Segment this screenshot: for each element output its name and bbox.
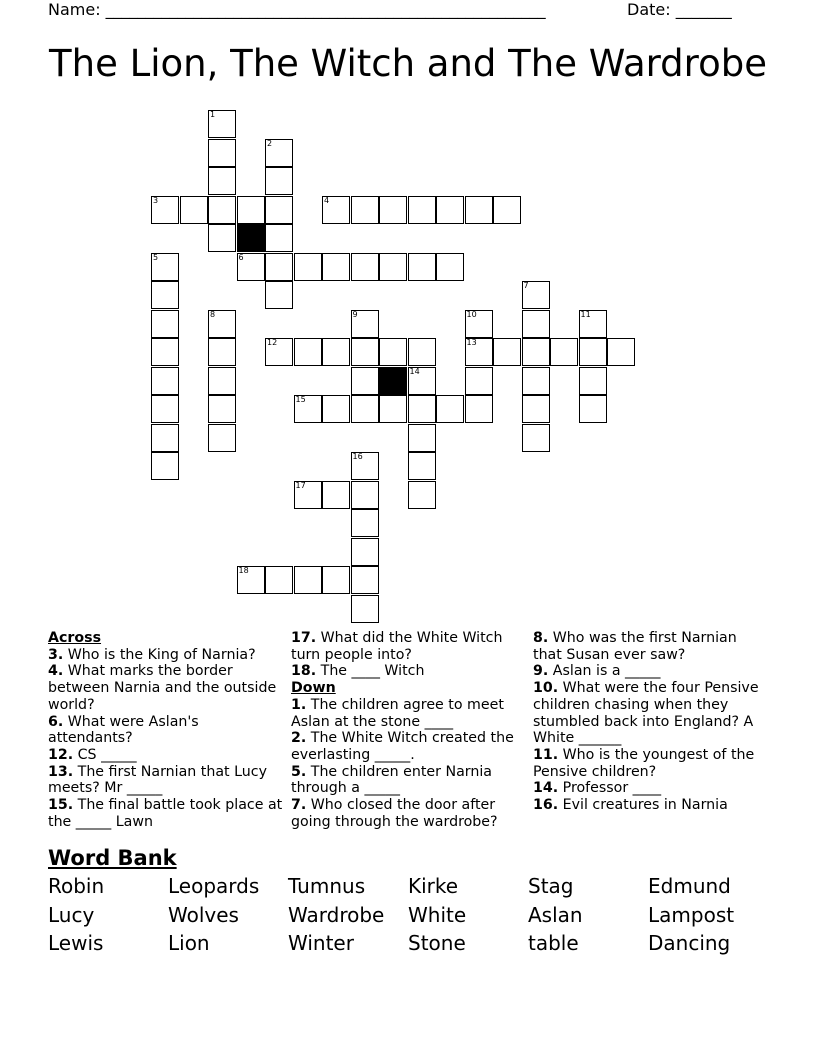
clue-num: 6. [48, 713, 64, 730]
grid-cell[interactable] [208, 338, 236, 366]
clue-number-label: 5 [153, 252, 159, 262]
grid-cell[interactable] [351, 338, 379, 366]
grid-cell[interactable] [493, 196, 521, 224]
word-bank-word: Tumnus [288, 874, 366, 898]
clue-num: 9. [533, 663, 549, 680]
clue-item [48, 747, 286, 764]
clues-column-1 [48, 630, 286, 830]
clue-text: The children enter Narnia through a _____ [291, 763, 492, 797]
grid-cell[interactable] [408, 424, 436, 452]
grid-cell[interactable] [322, 395, 350, 423]
grid-cell[interactable] [351, 253, 379, 281]
grid-cell[interactable] [208, 224, 236, 252]
clue-num: 8. [533, 630, 549, 646]
grid-cell[interactable] [322, 481, 350, 509]
clue-text: Who is the youngest of the Pensive children? [533, 746, 755, 780]
grid-cell[interactable] [294, 338, 322, 366]
word-bank-word: Stag [528, 874, 574, 898]
word-bank-word: Lucy [48, 903, 95, 927]
grid-cell[interactable] [522, 338, 550, 366]
grid-cell[interactable] [265, 253, 293, 281]
clue-number-label: 16 [352, 452, 363, 461]
clue-text: The final battle took place at the _____ Lawn [48, 797, 283, 830]
clue-number-label: 12 [267, 338, 278, 347]
clue-num: 11. [533, 746, 559, 763]
clue-item [48, 797, 286, 830]
grid-cell[interactable] [493, 338, 521, 366]
clue-text: What did the White Witch turn people into? [291, 630, 503, 663]
clue-number-label: 8 [210, 309, 216, 319]
clue-num: 13. [48, 763, 74, 780]
clue-num: 3. [48, 646, 64, 663]
grid-cell[interactable] [607, 338, 635, 366]
clue-text: Who closed the door after going through the wardrobe? [291, 797, 498, 830]
word-bank-word: Wolves [168, 903, 239, 927]
clue-num: 12. [48, 746, 74, 763]
grid-cell[interactable] [151, 424, 179, 452]
word-bank-word: Winter [288, 931, 354, 955]
grid-cell[interactable] [351, 566, 379, 594]
word-bank-word: Leopards [168, 874, 260, 898]
grid-cell[interactable] [379, 395, 407, 423]
grid-cell[interactable] [550, 338, 578, 366]
grid-cell[interactable] [465, 395, 493, 423]
clue-item [533, 630, 768, 663]
clue-text: What were the four Pensive children chasing when they stumbled back into England? A White ______ [533, 680, 759, 747]
clue-number-label: 11 [580, 309, 591, 319]
clue-item [48, 647, 286, 664]
grid-cell[interactable] [522, 367, 550, 395]
clues-heading: Down [291, 680, 336, 697]
word-bank-word: Dancing [648, 931, 731, 955]
clue-item [533, 747, 768, 780]
clue-num: 4. [48, 663, 64, 680]
grid-cell[interactable] [208, 424, 236, 452]
clue-text: CS _____ [73, 746, 137, 763]
clue-number-label: 17 [295, 480, 306, 490]
clue-number-label: 1 [210, 110, 216, 119]
black-cell [379, 367, 407, 395]
clue-num: 17. [291, 630, 317, 646]
clue-item [533, 780, 768, 797]
grid-cell[interactable] [294, 566, 322, 594]
clue-num: 15. [48, 797, 74, 814]
grid-cell[interactable] [180, 196, 208, 224]
clue-number-label: 6 [238, 252, 244, 262]
clue-item [48, 714, 286, 747]
grid-cell[interactable] [322, 566, 350, 594]
clue-text: Evil creatures in Narnia [558, 797, 728, 814]
clue-number-label: 13 [466, 338, 477, 347]
grid-cell[interactable] [351, 538, 379, 566]
grid-cell[interactable] [465, 196, 493, 224]
clue-item [291, 764, 519, 797]
grid-cell[interactable] [294, 253, 322, 281]
clues-column-2 [291, 630, 519, 830]
grid-cell[interactable] [265, 167, 293, 195]
word-bank-word: Robin [48, 874, 105, 898]
grid-cell[interactable] [436, 253, 464, 281]
grid-cell[interactable] [579, 395, 607, 423]
word-bank-word: Lion [168, 931, 210, 955]
grid-cell[interactable] [265, 281, 293, 309]
clue-number-label: 10 [466, 309, 477, 319]
clue-num: 7. [291, 797, 307, 814]
grid-cell[interactable] [151, 367, 179, 395]
clue-text: The White Witch created the everlasting _____. [291, 730, 514, 763]
grid-cell[interactable] [322, 338, 350, 366]
grid-cell[interactable] [579, 367, 607, 395]
clue-num: 5. [291, 763, 307, 780]
clue-number-label: 18 [238, 566, 249, 575]
grid-cell[interactable] [522, 395, 550, 423]
word-bank-word: Lampost [648, 903, 735, 927]
clue-num: 18. [291, 663, 317, 680]
word-bank-word: Kirke [408, 874, 459, 898]
grid-cell[interactable] [151, 338, 179, 366]
clue-number-label: 4 [324, 195, 330, 205]
grid-cell[interactable] [379, 253, 407, 281]
grid-cell[interactable] [322, 253, 350, 281]
grid-cell[interactable] [151, 281, 179, 309]
grid-cell[interactable] [379, 338, 407, 366]
black-cell [237, 224, 265, 252]
clue-item [291, 663, 519, 680]
clue-text: What marks the border between Narnia and the outside world? [48, 663, 277, 713]
clue-number-label: 15 [295, 395, 306, 404]
clue-item [533, 680, 768, 747]
grid-cell[interactable] [208, 367, 236, 395]
grid-cell[interactable] [408, 338, 436, 366]
grid-cell[interactable] [151, 395, 179, 423]
grid-cell[interactable] [408, 253, 436, 281]
clue-num: 2. [291, 730, 307, 747]
grid-cell[interactable] [579, 338, 607, 366]
grid-cell[interactable] [208, 395, 236, 423]
grid-cell[interactable] [408, 196, 436, 224]
clue-number-label: 9 [352, 309, 358, 319]
grid-cell[interactable] [465, 367, 493, 395]
grid-cell[interactable] [351, 509, 379, 537]
grid-cell[interactable] [408, 481, 436, 509]
grid-cell[interactable] [208, 139, 236, 167]
grid-cell[interactable] [351, 367, 379, 395]
word-bank-word: Wardrobe [288, 903, 385, 927]
word-bank-word: Aslan [528, 903, 583, 927]
name-line: Name: _______________________________________________________ [48, 0, 546, 19]
grid-cell[interactable] [351, 595, 379, 623]
grid-cell[interactable] [522, 310, 550, 338]
clue-num: 14. [533, 780, 559, 797]
clue-text: Aslan is a _____ [548, 663, 661, 680]
clue-item [533, 663, 768, 680]
word-bank-word: Stone [408, 931, 466, 955]
grid-cell[interactable] [408, 452, 436, 480]
grid-cell[interactable] [379, 196, 407, 224]
clue-item [291, 630, 519, 663]
grid-cell[interactable] [237, 196, 265, 224]
grid-cell[interactable] [265, 566, 293, 594]
clue-text: The first Narnian that Lucy meets? Mr _____ [48, 763, 267, 797]
clue-text: The ____ Witch [316, 663, 425, 680]
clue-number-label: 3 [153, 195, 159, 205]
page-title: The Lion, The Witch and The Wardrobe [49, 42, 767, 85]
word-bank-word: White [408, 903, 467, 927]
clue-item [48, 663, 286, 713]
grid-cell[interactable] [436, 196, 464, 224]
grid-cell[interactable] [151, 452, 179, 480]
grid-cell[interactable] [265, 196, 293, 224]
grid-cell[interactable] [265, 224, 293, 252]
word-bank-word: Edmund [648, 874, 731, 898]
clues-heading: Across [48, 630, 102, 646]
grid-cell[interactable] [408, 395, 436, 423]
word-bank-word: table [528, 931, 579, 955]
clue-text: The children agree to meet Aslan at the stone ____ [291, 696, 504, 730]
grid-cell[interactable] [436, 395, 464, 423]
clue-item [48, 764, 286, 797]
date-line: Date: _______ [627, 0, 732, 19]
grid-cell[interactable] [351, 196, 379, 224]
grid-cell[interactable] [208, 167, 236, 195]
grid-cell[interactable] [151, 310, 179, 338]
clue-item [291, 730, 519, 763]
clue-item [291, 797, 519, 830]
grid-cell[interactable] [351, 481, 379, 509]
grid-cell[interactable] [522, 424, 550, 452]
clue-text: What were Aslan's attendants? [48, 713, 199, 747]
clue-number-label: 14 [409, 366, 420, 376]
clue-number-label: 7 [523, 281, 529, 290]
clue-num: 1. [291, 696, 307, 713]
clue-item [533, 797, 768, 814]
clue-num: 16. [533, 797, 559, 814]
clue-item [291, 697, 519, 730]
clue-text: Professor ____ [558, 780, 662, 797]
clues-column-3 [533, 630, 768, 814]
grid-cell[interactable] [351, 395, 379, 423]
word-bank-title: Word Bank [48, 846, 177, 870]
clue-text: Who was the first Narnian that Susan ever saw? [533, 630, 737, 663]
clue-text: Who is the King of Narnia? [63, 646, 256, 663]
clue-num: 10. [533, 680, 559, 697]
word-bank-word: Lewis [48, 931, 104, 955]
grid-cell[interactable] [208, 196, 236, 224]
clue-number-label: 2 [267, 138, 273, 148]
